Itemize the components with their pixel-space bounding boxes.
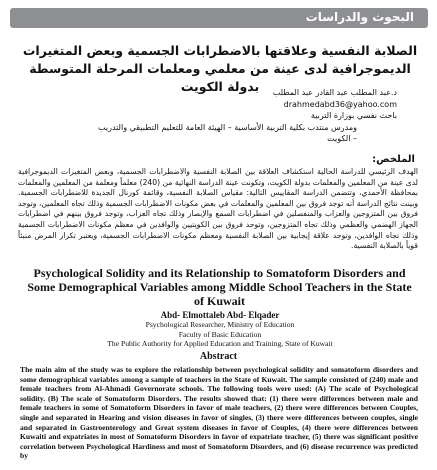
english-abstract: The main aim of the study was to explore the relationship between psychological solidity and somatoform disorders and some demographical variables among a sample of teachers in the State of Kuwait. The sample consisted of (240) male and female teachers from Al-Ahmadi Governorate schools. The following tools were used: (A) The scale of Psychological solidity. (B) The scale of Somatoform Disorders. The results showed that: (1) there were differences between male and female teachers in some of Somatoform Disorders in favor of male teachers, (2) there were differences between Couples, single and separated in Hearing and vision diseases in favor of singles, (3) there were differences between couples, single and separated in Gastroenterology and Great system diseases in favor of Couples, (4) there were differences between Kuwaiti and expatriates in most of Somatoform Disorders in favor of expatriate teacher, (5) there was significant positive correlation between Psychological Hardiness and most of Somatoform Disorders, and (6) disease recurrence was predicted by <box>20 365 418 461</box>
arabic-author-block <box>97 87 397 145</box>
section-header-bar <box>10 8 428 28</box>
arabic-title: الصلابة النفسية وعلاقتها بالاضطرابات الجسمية وبعض المتغيرات الديموجرافية لدى عينة من معلمي ومعلمات المرحلة المتوسطة بدولة الكويت <box>22 43 418 94</box>
english-abstract-heading: Abstract <box>199 351 238 362</box>
arabic-abstract: الهدف الرئيسي للدراسة الحالية استكشاف العلاقة بين الصلابة النفسية والاضطرابات الجسمية، وبعض المتغيرات الديموجرافية لدى عينة من المعلمين والمعلمات بدولة الكويت، وتكونت عينة الدراسة النهائية من (240) معلماً ومعلمة من المعلمين والمعلمات بمحافظة الأحمدي، وتتضمن الدراسة المقاييس التالية: مقياس الصلابة النفسية، وقائمة كورنال الجديدة للاضطرابات الجسمية. وبينت نتائج الدراسة أنه توجد فروق بين المعلمين والمعلمات في بعض مكونات الاضطرابات الجسمية وذلك تجاه المعلمين، وتوجد فروق بين المتزوجين والعزاب والمنفصلين في اضطرابات السمع والإبصار وذلك تجاه العزاب، وتوجد فروق بينهم في اضطرابات الجهاز الهضمي والعظمي وذلك تجاه المتزوجين، وتوجد فروق بين الكويتيين والوافدين في معظم مكونات الاضطرابات الجسمية وذلك تجاه الوافدين، وتوجد علاقة إيجابية بين الصلابة النفسية ومعظم مكونات الاضطرابات الجسمية، ويعتبر تكرار المرض منبئاً قوياً بالصلابة النفسية. <box>18 167 418 251</box>
arabic-author-email: drahmedabd36@yahoo.com <box>283 99 397 109</box>
english-author-line-1: Psychological Researcher, Ministry of Education <box>145 320 295 330</box>
english-author-line-3: The Public Authority for Applied Education and Training, State of Kuwait <box>107 339 333 349</box>
arabic-author-name: د.عبد المطلب عبد القادر عبد المطلب <box>272 88 397 97</box>
section-label: البحوث والدراسات <box>305 10 414 24</box>
english-author-name: Abd- Elmottaleb Abd- Elqader <box>160 310 280 320</box>
arabic-author-role: باحث نفسي بوزارة التربية <box>310 111 397 120</box>
arabic-abstract-heading: الملخص: <box>372 154 415 165</box>
arabic-author-affiliation: ومدرس منتدب بكلية التربية الأساسية – الهيئة العامة للتعليم التطبيقي والتدريب – الكويت <box>98 122 357 143</box>
english-author-line-2: Faculty of Basic Education <box>178 329 262 339</box>
english-title: Psychological Solidity and its Relationship to Somatoform Disorders and Some Demographical Variables among Middle School Teachers in the State of Kuwait <box>27 266 412 308</box>
english-author-block <box>60 311 380 349</box>
